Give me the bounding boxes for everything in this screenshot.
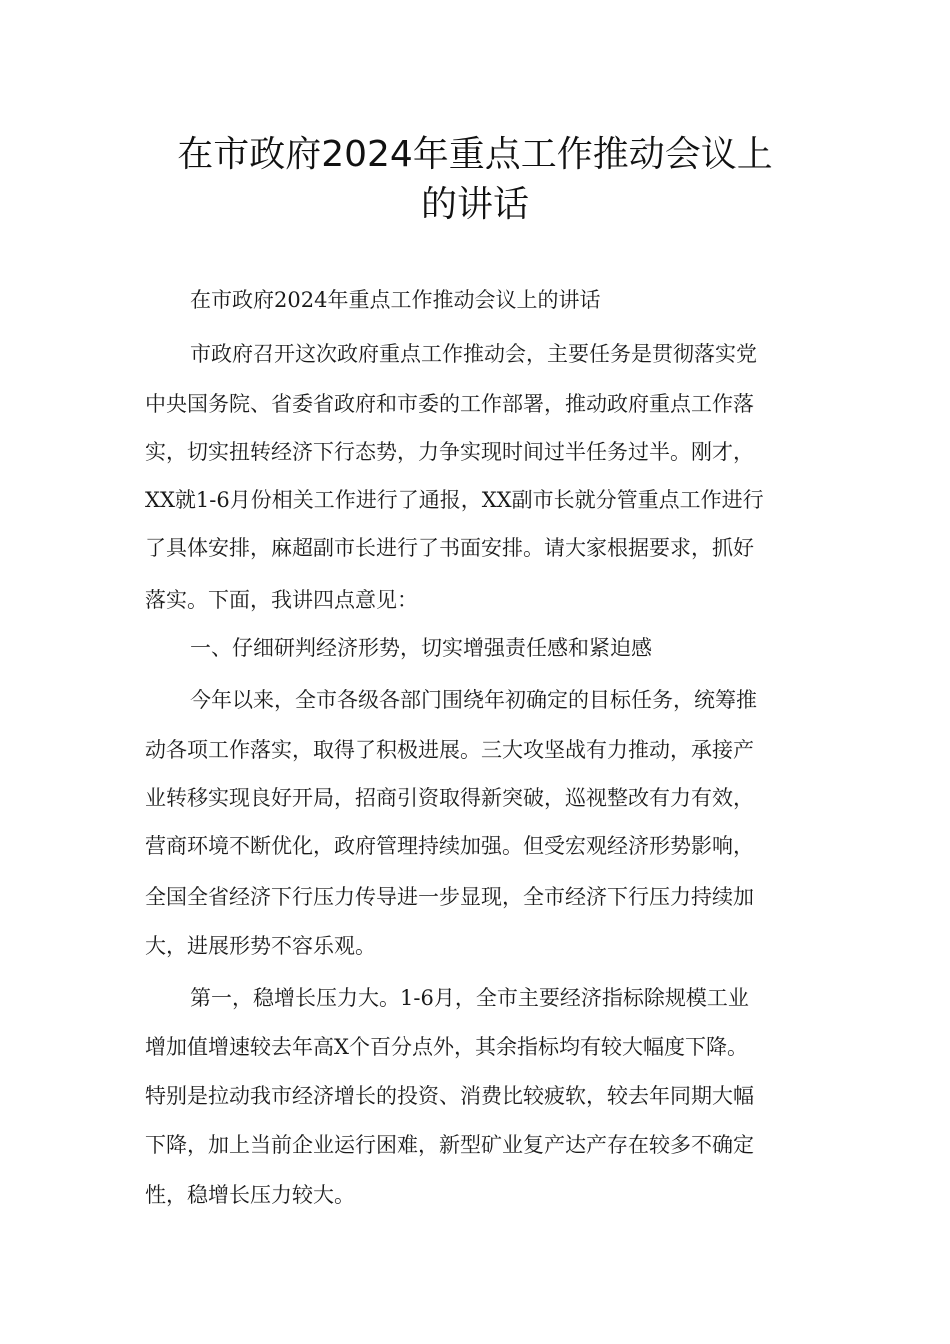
body-line: 性，稳增长压力较大。 [145, 1183, 355, 1207]
body-line: 全国全省经济下行压力传导进一步显现，全市经济下行压力持续加 [145, 885, 754, 909]
body-line: 实，切实扭转经济下行态势，力争实现时间过半任务过半。刚才， [145, 440, 754, 464]
body-line: 市政府召开这次政府重点工作推动会，主要任务是贯彻落实党 [190, 342, 757, 366]
body-line: 增加值增速较去年高X个百分点外，其余指标均有较大幅度下降。 [145, 1035, 748, 1059]
body-line: 在市政府2024年重点工作推动会议上的讲话 [190, 288, 601, 312]
body-line: 了具体安排，麻超副市长进行了书面安排。请大家根据要求，抓好 [145, 536, 754, 560]
body-line: 中央国务院、省委省政府和市委的工作部署，推动政府重点工作落 [145, 392, 754, 416]
body-line: 下降，加上当前企业运行困难，新型矿业复产达产存在较多不确定 [145, 1133, 754, 1157]
body-line: 大，进展形势不容乐观。 [145, 934, 376, 958]
document-title-line-1: 在市政府2024年重点工作推动会议上 [177, 134, 773, 175]
body-line: 今年以来，全市各级各部门围绕年初确定的目标任务，统筹推 [190, 688, 757, 712]
body-line: XX就1-6月份相关工作进行了通报，XX副市长就分管重点工作进行 [145, 488, 764, 512]
body-line: 动各项工作落实，取得了积极进展。三大攻坚战有力推动，承接产 [145, 738, 754, 762]
body-line: 第一，稳增长压力大。1-6月，全市主要经济指标除规模工业 [190, 986, 749, 1010]
body-line: 业转移实现良好开局，招商引资取得新突破，巡视整改有力有效， [145, 786, 754, 810]
body-line: 特别是拉动我市经济增长的投资、消费比较疲软，较去年同期大幅 [145, 1084, 754, 1108]
document-title-line-2: 的讲话 [420, 184, 529, 225]
body-line: 落实。下面，我讲四点意见： [145, 588, 418, 612]
body-line: 营商环境不断优化，政府管理持续加强。但受宏观经济形势影响， [145, 834, 754, 858]
section-heading: 一、仔细研判经济形势，切实增强责任感和紧迫感 [190, 636, 652, 660]
